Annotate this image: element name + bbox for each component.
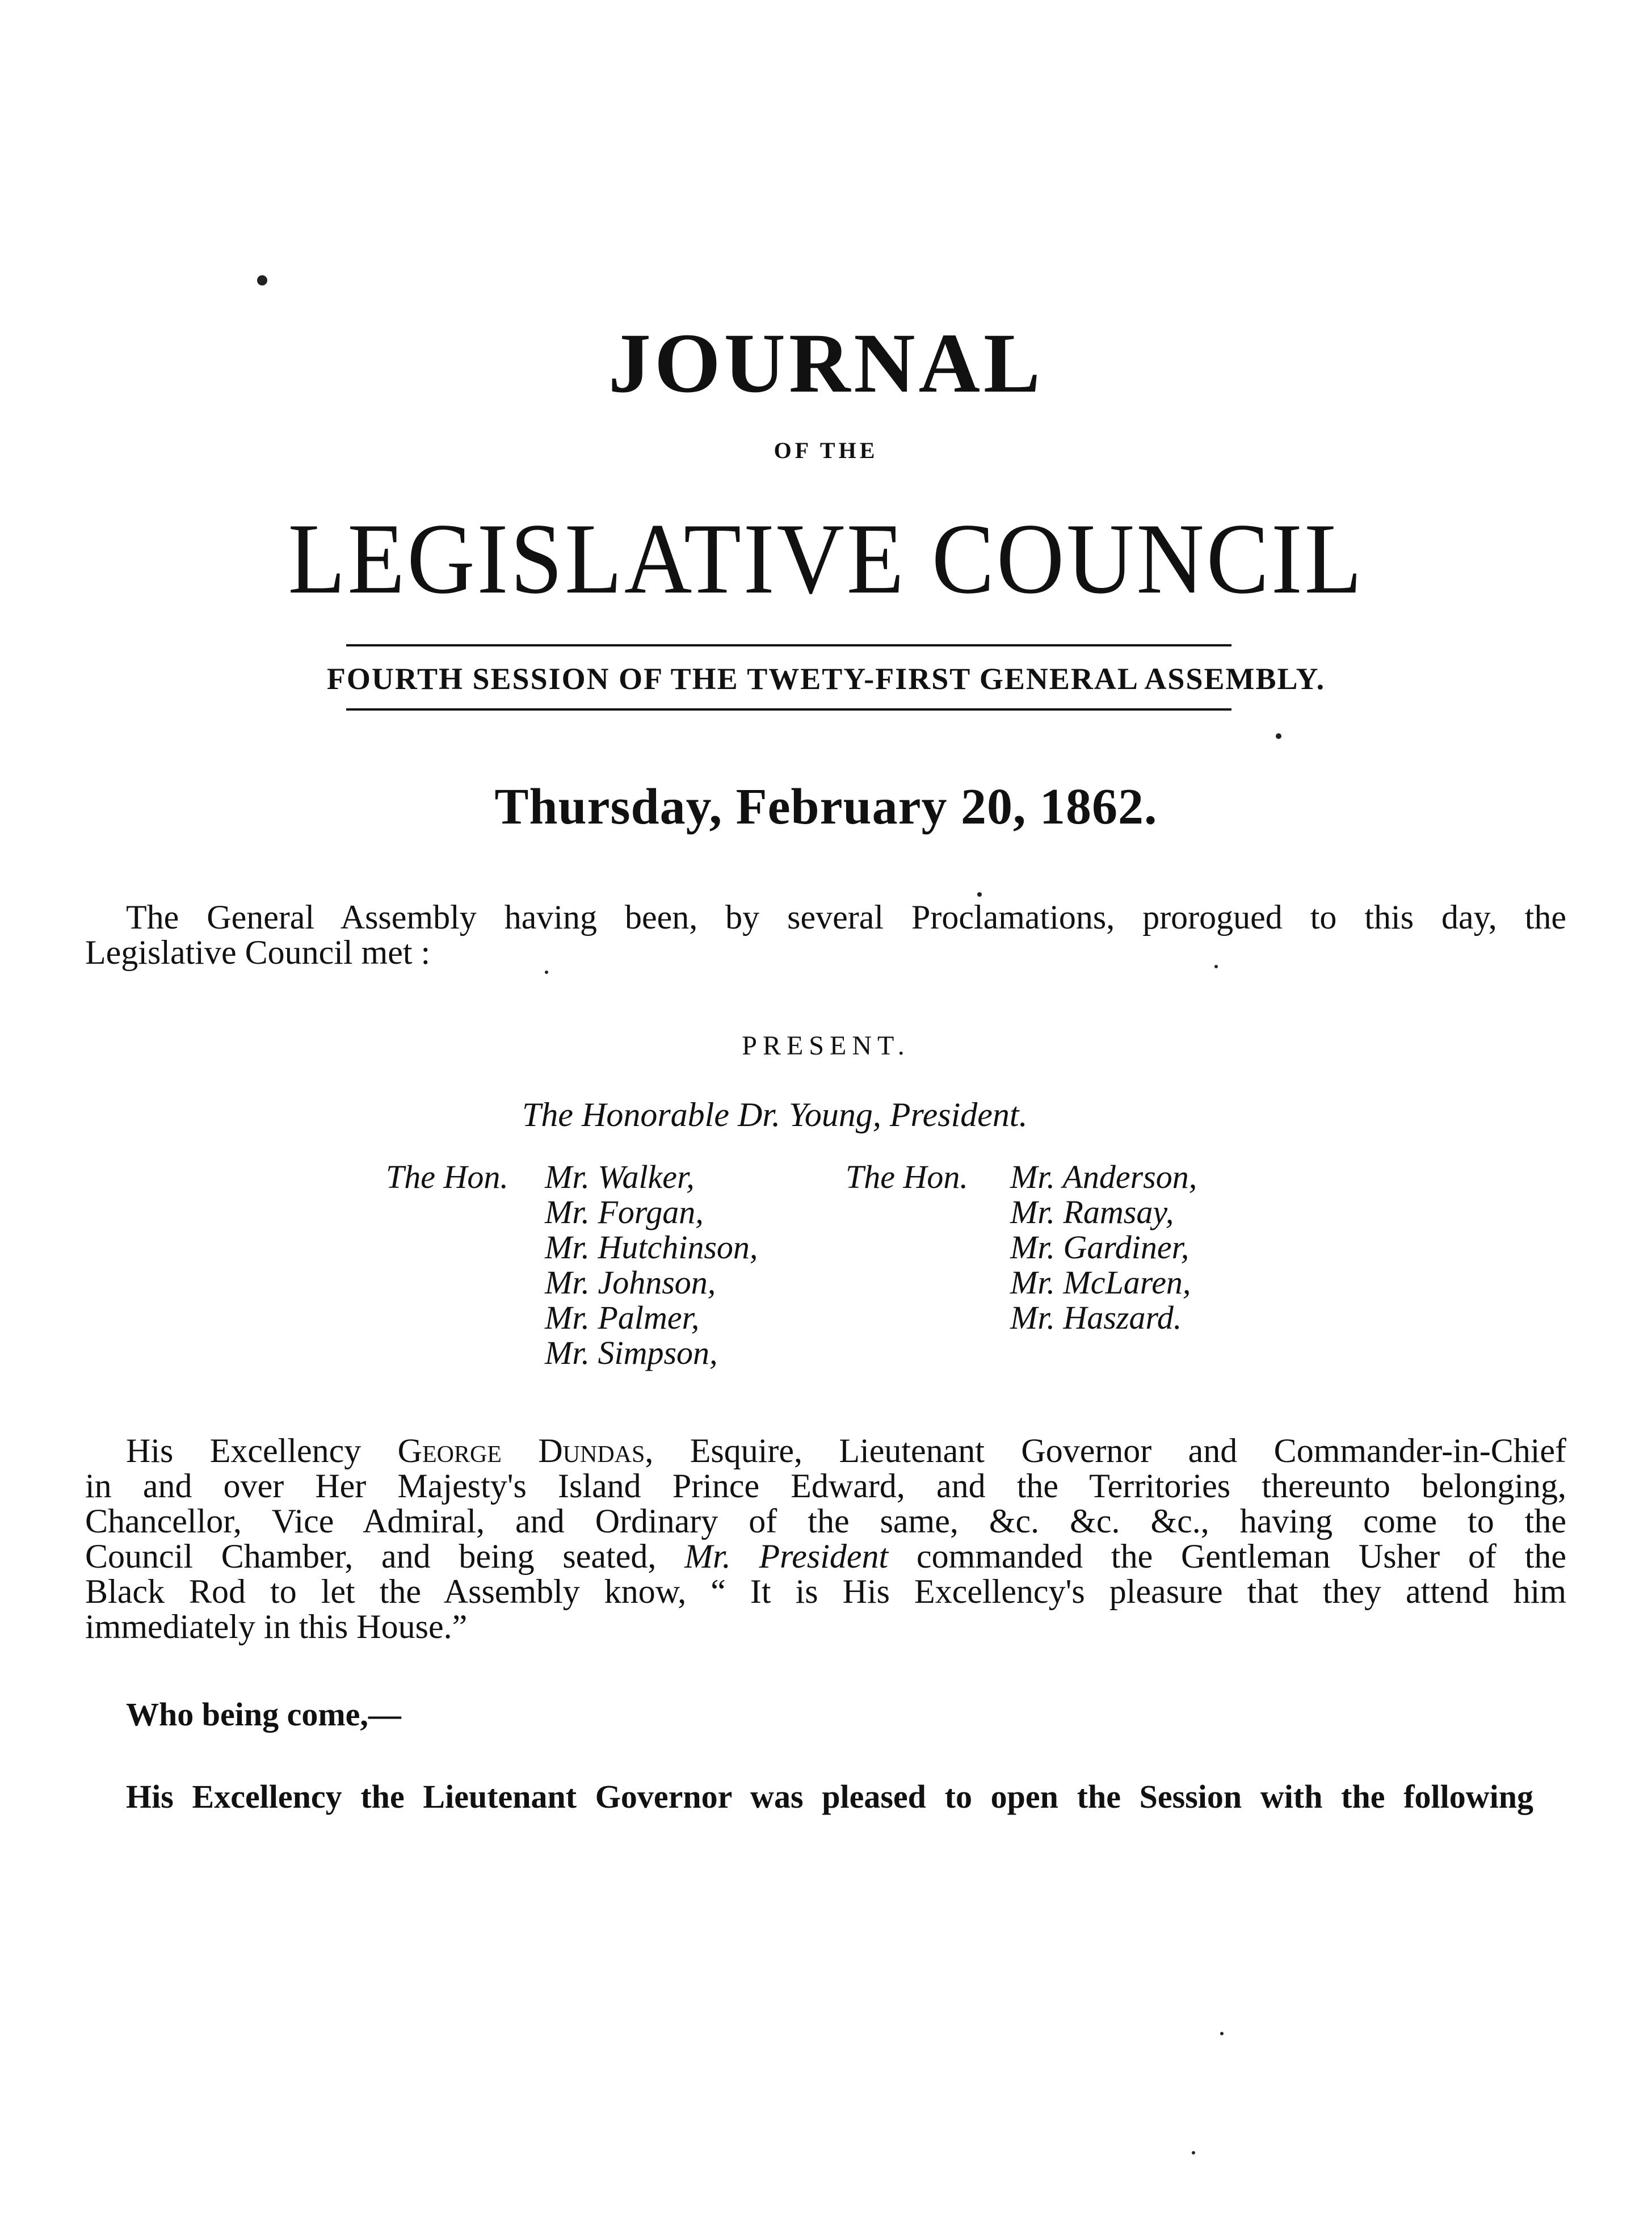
- member-name: Mr. Ramsay,: [1010, 1194, 1174, 1230]
- member-name: Mr. Hutchinson,: [545, 1229, 758, 1266]
- member-name: Mr. Anderson,: [1010, 1158, 1197, 1195]
- member-name: Mr. McLaren,: [1010, 1264, 1191, 1301]
- governor-first-name: George: [397, 1432, 502, 1469]
- ink-dot: [257, 275, 267, 285]
- top-rule: [346, 644, 1231, 646]
- excellency-paragraph: [85, 1433, 1566, 1644]
- opening-paragraph: [85, 900, 1566, 970]
- left-member-list: [545, 1160, 758, 1371]
- excellency-line-6: immediately in this House.”: [85, 1608, 468, 1645]
- ink-speck: [1220, 2032, 1224, 2035]
- left-hon-prefix: The Hon.: [386, 1158, 508, 1195]
- text-run: commanded the Gentleman Usher of the: [888, 1538, 1566, 1575]
- right-member-list: [1010, 1160, 1197, 1335]
- text-run: Council Chamber, and being seated,: [85, 1538, 685, 1575]
- excellency-line-5: Black Rod to let the Assembly know, “ It is His Excellency's pleasure that they attend him: [85, 1573, 1566, 1610]
- bottom-rule: [346, 708, 1231, 711]
- member-name: Mr. Haszard.: [1010, 1299, 1182, 1336]
- ink-speck: [1276, 733, 1281, 739]
- ink-speck: [545, 971, 548, 974]
- opening-line-1: The General Assembly having been, by several Proclamations, prorogued to this day, the: [126, 898, 1566, 936]
- present-heading: PRESENT.: [742, 1031, 910, 1061]
- session-date: Thursday, February 20, 1862.: [494, 779, 1158, 835]
- excellency-line-3: Chancellor, Vice Admiral, and Ordinary of the same, &c. &c. &c., having come to the: [85, 1502, 1566, 1540]
- council-title: LEGISLATIVE COUNCIL: [288, 502, 1364, 615]
- text-run: , Esquire, Lieutenant Governor and Commander-in-Chief: [645, 1432, 1567, 1469]
- excellency-line-4: [85, 1539, 1566, 1574]
- session-heading: FOURTH SESSION OF THE TWETY-FIRST GENERAL ASSEMBLY.: [326, 662, 1326, 696]
- right-hon-prefix: The Hon.: [846, 1158, 968, 1195]
- member-name: Mr. Walker,: [545, 1158, 695, 1195]
- governor-last-name: Dundas: [538, 1432, 645, 1469]
- opening-line-2: Legislative Council met :: [85, 934, 431, 971]
- text-run: [502, 1432, 538, 1469]
- member-name: Mr. Forgan,: [545, 1194, 704, 1230]
- of-the-label: OF THE: [774, 438, 878, 463]
- member-name: Mr. Palmer,: [545, 1299, 700, 1336]
- who-being-come: Who being come,—: [126, 1696, 401, 1733]
- president-line: The Honorable Dr. Young, President.: [522, 1096, 1028, 1133]
- member-name: Mr. Gardiner,: [1010, 1229, 1189, 1266]
- member-name: Mr. Johnson,: [545, 1264, 716, 1301]
- closing-line: His Excellency the Lieutenant Governor was pleased to open the Session with the following: [126, 1778, 1533, 1815]
- journal-title: JOURNAL: [608, 316, 1044, 410]
- ink-speck: [977, 892, 982, 897]
- president-reference: Mr. President: [684, 1538, 889, 1575]
- ink-speck: [1192, 2151, 1195, 2154]
- text-run: His Excellency: [126, 1432, 398, 1469]
- member-name: Mr. Simpson,: [545, 1334, 718, 1371]
- excellency-line-2: in and over Her Majesty's Island Prince Edward, and the Territories thereunto belonging,: [85, 1467, 1566, 1505]
- excellency-line-1: [85, 1433, 1566, 1468]
